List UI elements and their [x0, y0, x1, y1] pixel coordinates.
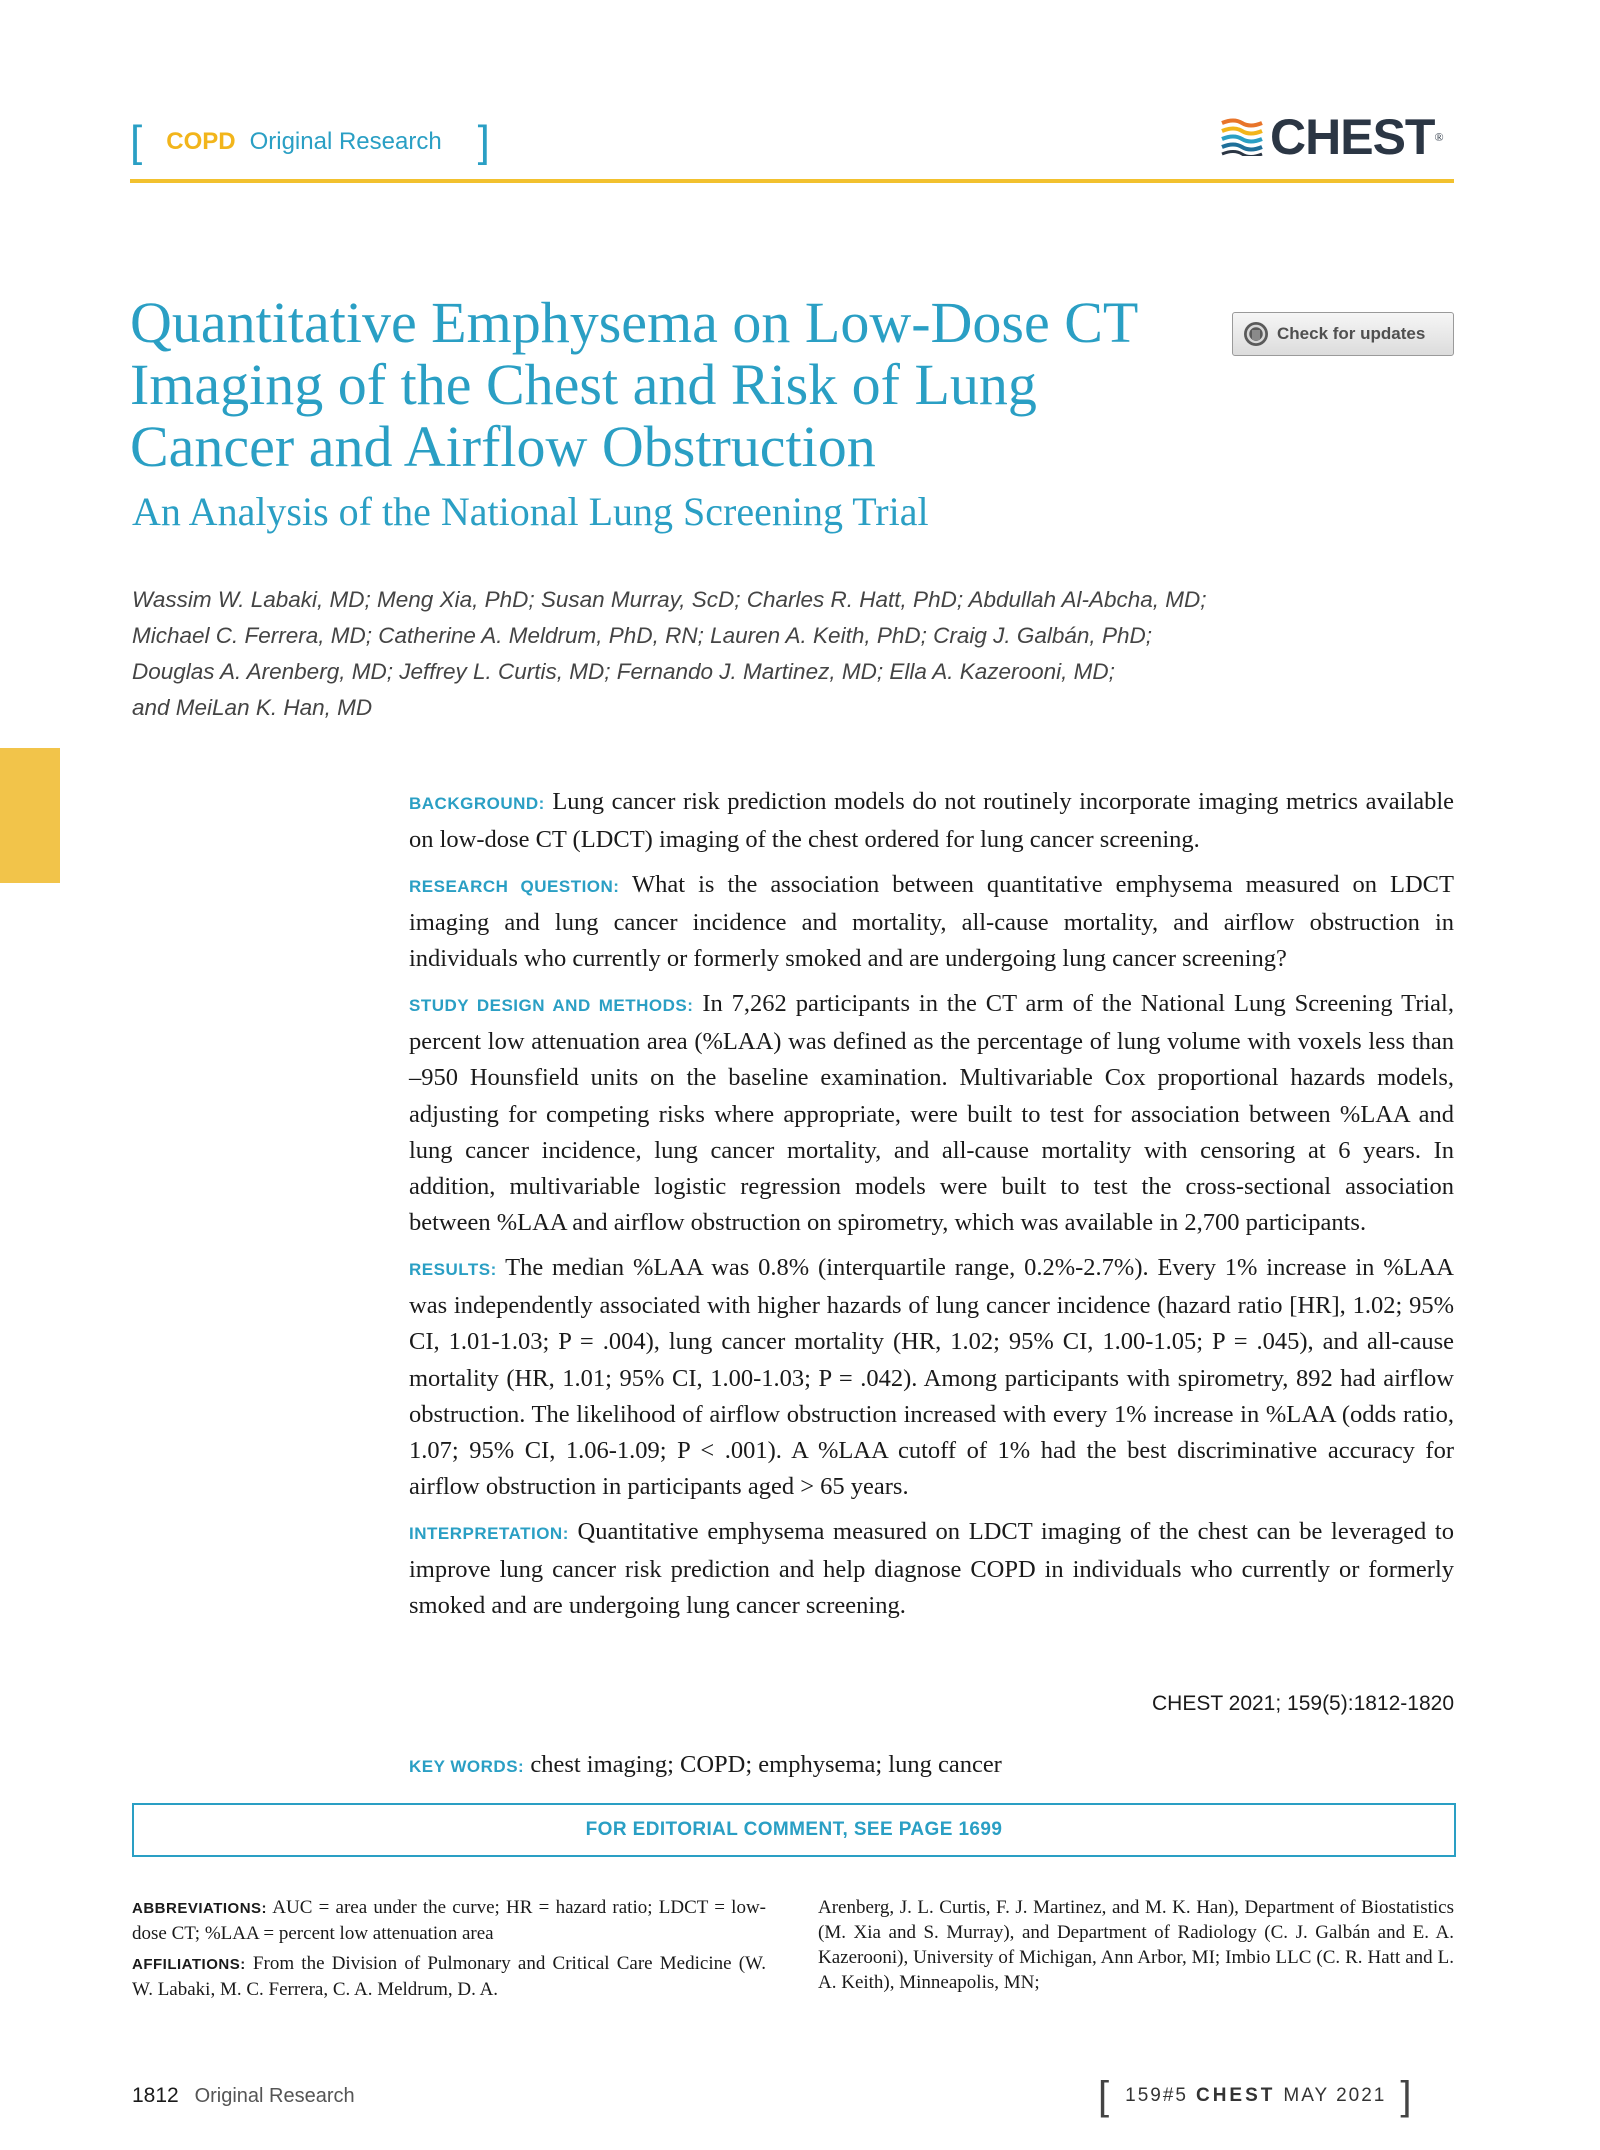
issue-number: 159#5 — [1125, 2085, 1188, 2106]
left-bracket: [ — [130, 117, 143, 166]
article-title — [130, 292, 1220, 478]
keywords-text: chest imaging; COPD; emphysema; lung cancer — [530, 1751, 1002, 1778]
footer-section: Original Research — [194, 2085, 355, 2107]
author-line: Michael C. Ferrera, MD; Catherine A. Meldrum, PhD, RN; Lauren A. Keith, PhD; Craig J. Galbán, PhD; — [132, 623, 1152, 648]
section-label: BACKGROUND: — [409, 794, 545, 813]
chest-logo-icon — [1220, 118, 1264, 156]
header-rule — [130, 179, 1454, 183]
keywords-label: KEY WORDS: — [409, 1757, 525, 1776]
abstract — [409, 784, 1454, 1633]
affiliations-text: From the Division of Pulmonary and Critical Care Medicine (W. W. Labaki, M. C. Ferrera, C. A. Meldrum, D. A. — [132, 1953, 766, 2000]
title-line: Quantitative Emphysema on Low-Dose CT — [130, 290, 1139, 355]
check-for-updates-label: Check for updates — [1277, 324, 1426, 343]
article-type: Original Research — [249, 128, 442, 155]
right-bracket: ] — [1400, 2074, 1414, 2118]
affiliations-label: AFFILIATIONS: — [132, 1956, 246, 1973]
title-line: Cancer and Airflow Obstruction — [130, 414, 876, 479]
title-line: Imaging of the Chest and Risk of Lung — [130, 352, 1037, 417]
author-line: Douglas A. Arenberg, MD; Jeffrey L. Curtis, MD; Fernando J. Martinez, MD; Ella A. Kazerooni, MD; — [132, 659, 1115, 684]
author-list — [132, 582, 1432, 726]
abbreviations-label: ABBREVIATIONS: — [132, 1900, 268, 1917]
keywords — [409, 1751, 1454, 1779]
abstract-interpretation — [409, 1514, 1454, 1625]
section-label: STUDY DESIGN AND METHODS: — [409, 996, 694, 1016]
left-bracket: [ — [1098, 2074, 1112, 2118]
page-footer-right — [1098, 2072, 1413, 2120]
article-subtitle: An Analysis of the National Lung Screening Trial — [132, 489, 929, 534]
abbreviations-text: AUC = area under the curve; HR = hazard ratio; LDCT = low-dose CT; %LAA = percent low attenuation area — [132, 1897, 767, 1944]
section-header — [130, 118, 490, 166]
editorial-comment-link[interactable]: FOR EDITORIAL COMMENT, SEE PAGE 1699 — [132, 1803, 1456, 1857]
right-bracket: ] — [477, 117, 490, 166]
footnotes-right-column: Arenberg, J. L. Curtis, F. J. Martinez, and M. K. Han), Department of Biostatistics (M. Xia and S. Murray), and Department of Radiology (C. J. Galbán and E. A. Kazerooni), University of Michigan, Ann Arbor, MI; Imbio LLC (C. R. Hatt and L. A. Keith), Minneapolis, MN; — [818, 1897, 1454, 1993]
trademark: ® — [1434, 129, 1444, 144]
journal-logo — [1220, 108, 1444, 166]
affiliations — [132, 1951, 766, 2002]
abstract-results — [409, 1250, 1454, 1505]
page-footer-left — [132, 2084, 355, 2108]
issue-date: MAY 2021 — [1283, 2085, 1387, 2106]
check-for-updates-button[interactable] — [1232, 312, 1454, 356]
section-label: RESEARCH QUESTION: — [409, 876, 620, 896]
side-tab — [0, 748, 60, 883]
section-text: Lung cancer risk prediction models do not routinely incorporate imaging metrics available on low-dose CT (LDCT) imaging of the chest ordered for lung cancer screening. — [409, 788, 1454, 854]
author-line: and MeiLan K. Han, MD — [132, 695, 373, 720]
update-badge-icon — [1243, 321, 1269, 347]
section-label: INTERPRETATION: — [409, 1523, 569, 1543]
section-text: The median %LAA was 0.8% (interquartile range, 0.2%-2.7%). Every 1% increase in %LAA was independently associated with higher hazards of lung cancer incidence (hazard ratio [HR], 1.02; 95% CI, 1.01-1.03; P = .004), lung cancer mortality (HR, 1.02; 95% CI, 1.00-1.05; P = .045), and all-cause mortality (HR, 1.01; 95% CI, 1.00-1.03; P = .042). Among participants with spirometry, 892 had airflow obstruction. The likelihood of airflow obstruction increased with every 1% increase in %LAA (odds ratio, 1.07; 95% CI, 1.06-1.09; P < .001). A %LAA cutoff of 1% had the best discriminative accuracy for airflow obstruction in participants aged > 65 years. — [409, 1253, 1454, 1501]
citation: CHEST 2021; 159(5):1812-1820 — [1152, 1692, 1454, 1715]
footer-journal: CHEST — [1195, 2085, 1276, 2106]
abstract-methods — [409, 986, 1454, 1241]
section-text: What is the association between quantitative emphysema measured on LDCT imaging and lung cancer incidence and mortality, all-cause mortality, and airflow obstruction in individuals who currently or formerly smoked and are undergoing lung cancer screening? — [409, 870, 1454, 973]
section-label: RESULTS: — [409, 1259, 497, 1279]
section-text: Quantitative emphysema measured on LDCT imaging of the chest can be leveraged to improve lung cancer risk prediction and help diagnose COPD in individuals who currently or formerly smoked and are undergoing lung cancer screening. — [409, 1517, 1454, 1620]
abstract-background — [409, 784, 1454, 858]
section-label: COPD — [166, 128, 236, 155]
journal-name: CHEST — [1270, 109, 1435, 165]
footnotes-left-column — [132, 1895, 766, 2007]
page-number: 1812 — [132, 2084, 179, 2107]
abstract-research-question — [409, 867, 1454, 978]
abbreviations — [132, 1895, 766, 1946]
section-text: In 7,262 participants in the CT arm of the National Lung Screening Trial, percent low attenuation area (%LAA) was defined as the percentage of lung volume with voxels less than –950 Hounsfield units on the baseline examination. Multivariable Cox proportional hazards models, adjusting for competing risks where appropriate, were built to test for association between %LAA and lung cancer incidence, lung cancer mortality, and all-cause mortality with censoring at 6 years. In addition, multivariable logistic regression models were built to test the cross-sectional association between %LAA and airflow obstruction on spirometry, which was available in 2,700 participants. — [409, 990, 1454, 1237]
author-line: Wassim W. Labaki, MD; Meng Xia, PhD; Susan Murray, ScD; Charles R. Hatt, PhD; Abdullah Al-Abcha, MD; — [132, 587, 1207, 612]
